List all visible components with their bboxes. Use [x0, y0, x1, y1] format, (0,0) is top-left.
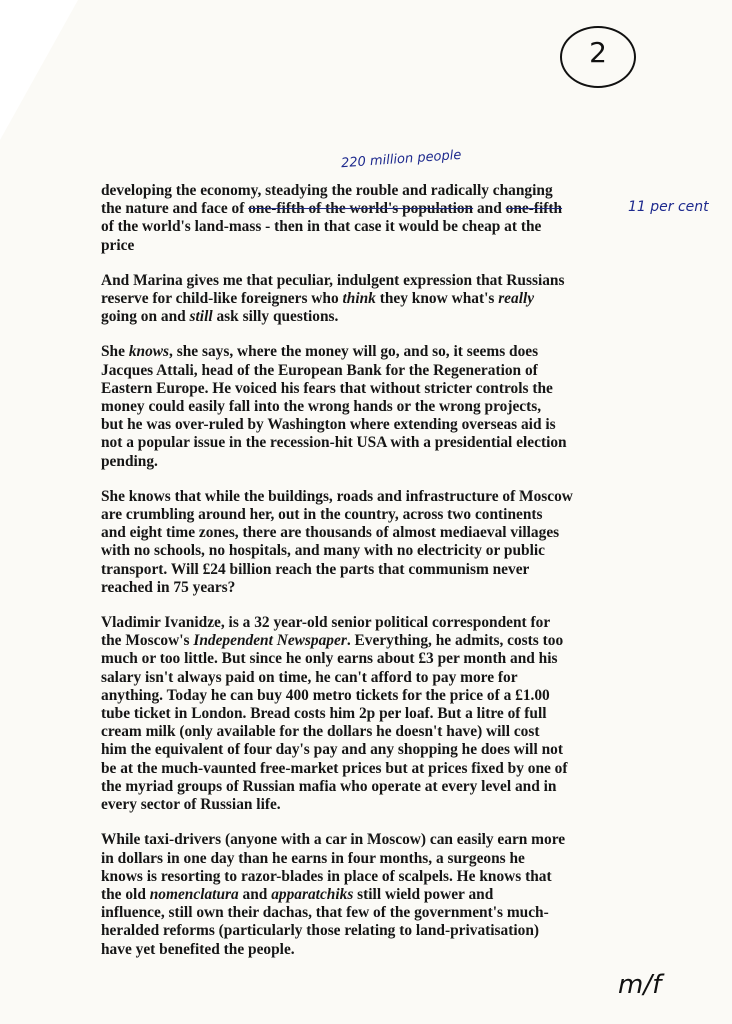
- text-line: [101, 831, 641, 849]
- text-run: cream milk (only available for the dollars he doesn't have) will cost: [101, 723, 540, 741]
- text-line: [101, 650, 641, 668]
- text-run: Vladimir Ivanidze, is a 32 year-old senior political correspondent for: [101, 614, 551, 632]
- text-line: [101, 741, 641, 759]
- text-line: [101, 723, 641, 741]
- text-line: [101, 343, 641, 361]
- emphasis-run: knows: [128, 343, 170, 361]
- handwritten-margin-note: 11 per cent: [628, 199, 709, 215]
- page-number-circle: [560, 26, 636, 88]
- text-run: reserve for child-like foreigners who: [101, 290, 343, 308]
- text-run: knows is resorting to razor-blades in place of scalpels. He knows that: [101, 867, 552, 885]
- text-run: Eastern Europe. He voiced his fears that without stricter controls the: [101, 379, 553, 397]
- text-line: [101, 434, 641, 452]
- text-line: [101, 579, 641, 597]
- text-line: [101, 760, 641, 778]
- text-run: and: [238, 885, 272, 903]
- text-run: of the world's land-mass - then in that case it would be cheap at the: [101, 218, 542, 236]
- text-run: but he was over-ruled by Washington where extending overseas aid is: [101, 416, 556, 434]
- struck-through-run: one-fifth of the world's population: [248, 200, 474, 218]
- text-run: anything. Today he can buy 400 metro tickets for the price of a £1.00: [101, 686, 550, 704]
- handwritten-insertion: 220 million people: [340, 147, 462, 172]
- text-line: [101, 290, 641, 308]
- emphasis-run: still: [189, 308, 213, 326]
- text-run: tube ticket in London. Bread costs him 2p per loaf. But a litre of full: [101, 705, 547, 723]
- text-run: reached in 75 years?: [101, 578, 236, 596]
- text-line: [101, 218, 641, 236]
- text-run: . Everything, he admits, costs too: [346, 632, 564, 650]
- text-line: [101, 416, 641, 434]
- text-run: the old: [101, 885, 150, 903]
- text-run: She: [101, 343, 129, 361]
- struck-through-run: one-fifth: [505, 200, 563, 218]
- text-run: the Moscow's: [101, 632, 194, 650]
- document-body: [101, 182, 641, 976]
- text-run: every sector of Russian life.: [101, 796, 281, 814]
- text-line: [101, 632, 641, 650]
- text-run: the myriad groups of Russian mafia who operate at every level and in: [101, 777, 557, 795]
- text-line: [101, 308, 641, 326]
- paragraph: [101, 182, 641, 255]
- text-line: [101, 362, 641, 380]
- text-line: [101, 506, 641, 524]
- text-run: and: [473, 200, 506, 218]
- text-line: [101, 778, 641, 796]
- text-run: Jacques Attali, head of the European Bank for the Regeneration of: [101, 361, 538, 379]
- text-run: in dollars in one day than he earns in four months, a surgeons he: [101, 849, 525, 867]
- text-line: [101, 524, 641, 542]
- text-line: [101, 886, 641, 904]
- text-run: heralded reforms (particularly those relating to land-privatisation): [101, 922, 540, 940]
- text-line: [101, 488, 641, 506]
- text-line: [101, 200, 641, 218]
- text-line: [101, 542, 641, 560]
- text-line: [101, 272, 641, 290]
- text-run: with no schools, no hospitals, and many with no electricity or public: [101, 542, 545, 560]
- text-run: And Marina gives me that peculiar, indulgent expression that Russians: [101, 271, 565, 289]
- emphasis-run: really: [498, 290, 535, 308]
- text-run: going on and: [101, 308, 190, 326]
- text-run: developing the economy, steadying the rouble and radically changing: [101, 182, 553, 199]
- paragraph: [101, 272, 641, 327]
- text-run: they know what's: [375, 290, 499, 308]
- paragraph: [101, 343, 641, 470]
- text-run: price: [101, 236, 135, 254]
- text-run: not a popular issue in the recession-hit USA with a presidential election: [101, 434, 567, 452]
- text-line: [101, 614, 641, 632]
- text-run: be at the much-vaunted free-market prices but at prices fixed by one of: [101, 759, 568, 777]
- text-line: [101, 705, 641, 723]
- text-line: [101, 687, 641, 705]
- text-line: [101, 380, 641, 398]
- text-line: [101, 561, 641, 579]
- emphasis-run: nomenclatura: [149, 885, 239, 903]
- text-line: [101, 237, 641, 255]
- text-line: [101, 922, 641, 940]
- emphasis-run: Independent Newspaper: [193, 632, 347, 650]
- text-run: and eight time zones, there are thousands of almost mediaeval villages: [101, 524, 560, 542]
- paragraph: [101, 488, 641, 597]
- text-line: [101, 453, 641, 471]
- paragraph: [101, 831, 641, 958]
- text-run: , she says, where the money will go, and so, it seems does: [169, 343, 539, 361]
- text-run: him the equivalent of four day's pay and any shopping he does will not: [101, 741, 563, 759]
- text-line: [101, 796, 641, 814]
- text-line: [101, 398, 641, 416]
- text-line: [101, 182, 641, 200]
- text-run: She knows that while the buildings, roads and infrastructure of Moscow: [101, 487, 573, 505]
- text-line: [101, 669, 641, 687]
- emphasis-run: apparatchiks: [271, 885, 354, 903]
- text-line: [101, 850, 641, 868]
- text-run: the nature and face of: [101, 200, 249, 218]
- text-run: While taxi-drivers (anyone with a car in Moscow) can easily earn more: [101, 831, 566, 849]
- text-line: [101, 941, 641, 959]
- text-run: influence, still own their dachas, that few of the government's much-: [101, 904, 549, 922]
- text-line: [101, 868, 641, 886]
- text-run: have yet benefited the people.: [101, 940, 295, 958]
- text-run: transport. Will £24 billion reach the parts that communism never: [101, 560, 530, 578]
- text-run: much or too little. But since he only earns about £3 per month and his: [101, 650, 558, 668]
- text-run: ask silly questions.: [212, 308, 339, 326]
- text-run: pending.: [101, 452, 158, 470]
- handwritten-initials: m/f: [618, 970, 662, 1000]
- paragraph: [101, 614, 641, 814]
- text-run: are crumbling around her, out in the country, across two continents: [101, 506, 543, 524]
- emphasis-run: think: [342, 290, 376, 308]
- text-run: salary isn't always paid on time, he can't afford to pay more for: [101, 668, 518, 686]
- text-run: still wield power and: [353, 885, 494, 903]
- text-run: money could easily fall into the wrong hands or the wrong projects,: [101, 398, 542, 416]
- text-line: [101, 904, 641, 922]
- page-number: 2: [589, 36, 607, 69]
